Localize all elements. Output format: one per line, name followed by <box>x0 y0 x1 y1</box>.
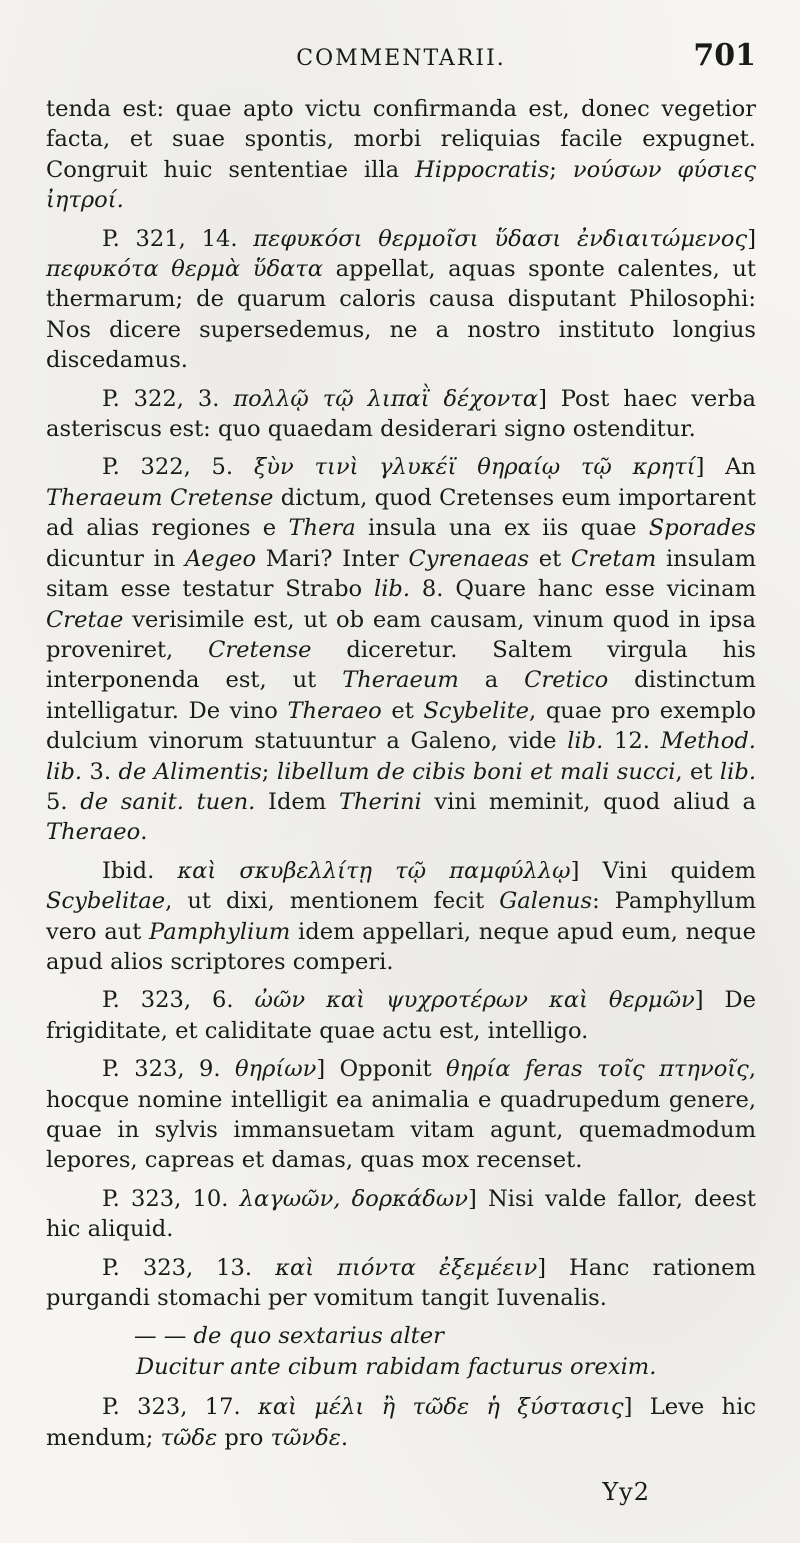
italic-term: Scybelite <box>423 697 530 724</box>
paragraph-text <box>46 452 756 847</box>
text-run: idem appellari, neque apud eum, neque apud alios scriptores comperi. <box>46 918 756 975</box>
text-run: et <box>381 697 424 724</box>
text-run: ] Vini quidem <box>570 857 756 884</box>
greek-lemma: τῶδε <box>160 1424 218 1451</box>
text-run: ; <box>261 758 277 785</box>
greek-lemma: λαγωῶν, δορκάδων <box>239 1185 469 1212</box>
italic-term: Thera <box>288 515 356 542</box>
text-run: Ibid. <box>102 857 178 884</box>
text-run: 5. <box>46 788 81 815</box>
text-run: 3. <box>82 758 119 785</box>
text-run: ] Nisi valde fallor, deest hic aliquid. <box>46 1185 756 1243</box>
text-run: insula una ex iis quae <box>355 515 649 542</box>
paragraph <box>46 856 756 978</box>
text-run: . <box>140 819 148 846</box>
text-run: Idem <box>255 788 339 815</box>
italic-term: feras <box>524 1056 583 1083</box>
text-run: a <box>458 667 525 694</box>
verse-line: — — de quo sextarius alter <box>134 1323 444 1350</box>
italic-term: Cretae <box>46 606 124 633</box>
text-run <box>583 1056 597 1082</box>
text-run: , hocque nomine intelligit ea animalia e quadrupedum genere, quae in sylvis immansuetam vitam agunt, quemadmodum lepores, capreas et damas, quas mox recenset. <box>46 1056 756 1174</box>
text-run <box>511 1056 525 1082</box>
greek-lemma: θηρίων <box>234 1056 317 1083</box>
text-run: ; <box>549 156 573 183</box>
text-run: P. 323, 17. <box>102 1394 259 1421</box>
italic-term: Theraeo <box>287 697 382 724</box>
greek-lemma: καὶ σκυβελλίτῃ τῷ παμφύλλῳ <box>177 857 571 884</box>
italic-term: Theraeum <box>342 667 459 694</box>
paragraph <box>46 384 756 445</box>
text-run: , quae pro exemplo dulcium vinorum statuuntur a Galeno, vide <box>46 697 756 755</box>
paragraph-text <box>46 94 756 216</box>
italic-term: Pamphylium <box>149 918 291 945</box>
italic-term: lib. <box>373 576 411 603</box>
greek-lemma: τῶνδε <box>270 1424 341 1451</box>
text-run: tenda est: quae apto victu confirmanda est, donec vegetior facta, et suae spontis, morbi reliquias facile expugnet. Congruit huic sententiae illa <box>46 96 756 183</box>
paragraph-text <box>46 1392 756 1453</box>
text-run: ] De frigiditate, et caliditate quae actu est, intelligo. <box>46 987 757 1044</box>
italic-term: Theraeo <box>46 819 141 846</box>
greek-lemma: πεφυκόσι θερμοῖσι ὕδασι ἐνδιαιτώμενος <box>253 225 748 252</box>
paragraph-text <box>46 1184 756 1245</box>
paragraph <box>46 1184 756 1245</box>
text-run: P. 323, 9. <box>102 1056 235 1083</box>
greek-lemma: πολλῷ τῷ λιπαῒ δέχοντα <box>233 385 539 412</box>
text-run: . <box>340 1424 349 1451</box>
text-run: Mari? Inter <box>256 545 409 572</box>
greek-lemma: καὶ μέλι ἢ τῶδε ἡ ξύστασις <box>258 1394 624 1421</box>
italic-term: Cretense <box>208 636 312 663</box>
text-run: verisimile est, ut ob eam causam, vinum quod in ipsa proveniret, <box>46 606 756 663</box>
paragraph-text <box>46 384 756 445</box>
paragraph <box>46 452 756 847</box>
text-run: et <box>529 545 571 572</box>
verse-quotation <box>46 1321 756 1382</box>
text-run: appellat, aquas sponte calentes, ut thermarum; de quarum caloris causa disputant Philosophi: Nos dicere supersedemus, ne a nostro instituto longius discedamus. <box>46 256 756 374</box>
body-text <box>46 94 756 1453</box>
greek-lemma: πεφυκότα θερμὰ ὕδατα <box>46 256 324 283</box>
italic-term: Hippocratis <box>415 156 550 183</box>
running-head <box>46 34 756 94</box>
text-run: : Pamphyllum vero aut <box>46 888 756 945</box>
paragraph-text <box>46 856 756 978</box>
italic-term: lib. <box>719 758 757 785</box>
paragraph <box>46 224 756 376</box>
paragraph <box>46 1253 756 1314</box>
italic-term: Method. lib. <box>46 728 756 785</box>
signature-mark: Yy2 <box>602 1478 650 1506</box>
text-run: ] An <box>695 454 756 481</box>
greek-lemma: ξὺν τινὶ γλυκέϊ θηραίῳ τῷ κρητί <box>253 454 696 481</box>
text-run: P. 323, 6. <box>102 987 255 1014</box>
greek-lemma: ὠῶν καὶ ψυχροτέρων καὶ θερμῶν <box>254 987 695 1014</box>
verse-line: Ducitur ante cibum rabidam facturus orexim. <box>136 1353 657 1380</box>
paragraph-text <box>46 985 756 1046</box>
text-run: P. 323, 10. <box>102 1185 240 1212</box>
running-title: COMMENTARII. <box>296 46 506 71</box>
paragraph-text <box>46 1253 756 1314</box>
italic-term: Aegeo <box>184 545 257 572</box>
text-run: ] Leve hic mendum; <box>46 1394 756 1451</box>
italic-term: de Alimentis <box>118 758 262 785</box>
text-run: P. 323, 13. <box>102 1254 276 1281</box>
text-run: P. 322, 5. <box>102 454 254 481</box>
text-run: dictum, quod Cretenses eum importarent ad alias regiones e <box>46 484 757 542</box>
italic-term: Theraeum Cretense <box>46 484 274 511</box>
paragraph-text <box>46 224 756 376</box>
greek-lemma: τοῖς πτηνοῖς <box>597 1056 749 1083</box>
text-run: ] <box>747 225 757 252</box>
italic-term: Therini <box>338 788 422 815</box>
text-run: dicuntur in <box>46 545 185 572</box>
text-run: ] Post haec verba asteriscus est: quo quaedam desiderari signo ostenditur. <box>46 385 756 443</box>
text-run: P. 322, 3. <box>102 385 234 412</box>
italic-term: libellum de cibis boni et mali succi <box>276 758 676 785</box>
text-run: ] Opponit <box>316 1056 446 1083</box>
italic-term: de sanit. tuen. <box>80 788 256 815</box>
italic-term: Cretico <box>524 667 609 694</box>
text-run: , ut dixi, mentionem fecit <box>165 888 500 915</box>
greek-lemma: θηρία <box>446 1056 511 1083</box>
text-run: diceretur. Saltem virgula his interponenda est, ut <box>46 636 756 694</box>
italic-term: Sporades <box>648 515 756 542</box>
paragraph <box>46 94 756 216</box>
text-run: 8. Quare hanc esse vicinam <box>410 576 757 603</box>
greek-lemma: καὶ πιόντα ἐξεμέειν <box>275 1254 538 1281</box>
text-run: insulam sitam esse testatur Strabo <box>46 545 756 603</box>
text-run: pro <box>217 1424 271 1451</box>
italic-term: Galenus <box>499 888 593 915</box>
text-run: vini meminit, quod aliud a <box>421 788 756 815</box>
text-run: , et <box>675 758 720 785</box>
paragraph <box>46 985 756 1046</box>
text-run: ] Hanc rationem purgandi stomachi per vomitum tangit Iuvenalis. <box>46 1254 756 1312</box>
paragraph-text <box>46 1054 756 1176</box>
page-number: 701 <box>693 38 756 73</box>
greek-lemma: νούσων φύσιες ἰητροί. <box>46 156 757 214</box>
paragraph <box>46 1054 756 1176</box>
italic-term: Cretam <box>570 545 657 572</box>
text-run: P. 321, 14. <box>102 225 254 252</box>
italic-term: Scybelitae <box>46 888 166 915</box>
text-run: distinctum intelligatur. De vino <box>46 667 756 724</box>
text-run: 12. <box>603 728 661 755</box>
paragraph <box>46 1392 756 1453</box>
italic-term: Cyrenaeas <box>408 545 530 572</box>
italic-term: lib. <box>567 728 604 755</box>
